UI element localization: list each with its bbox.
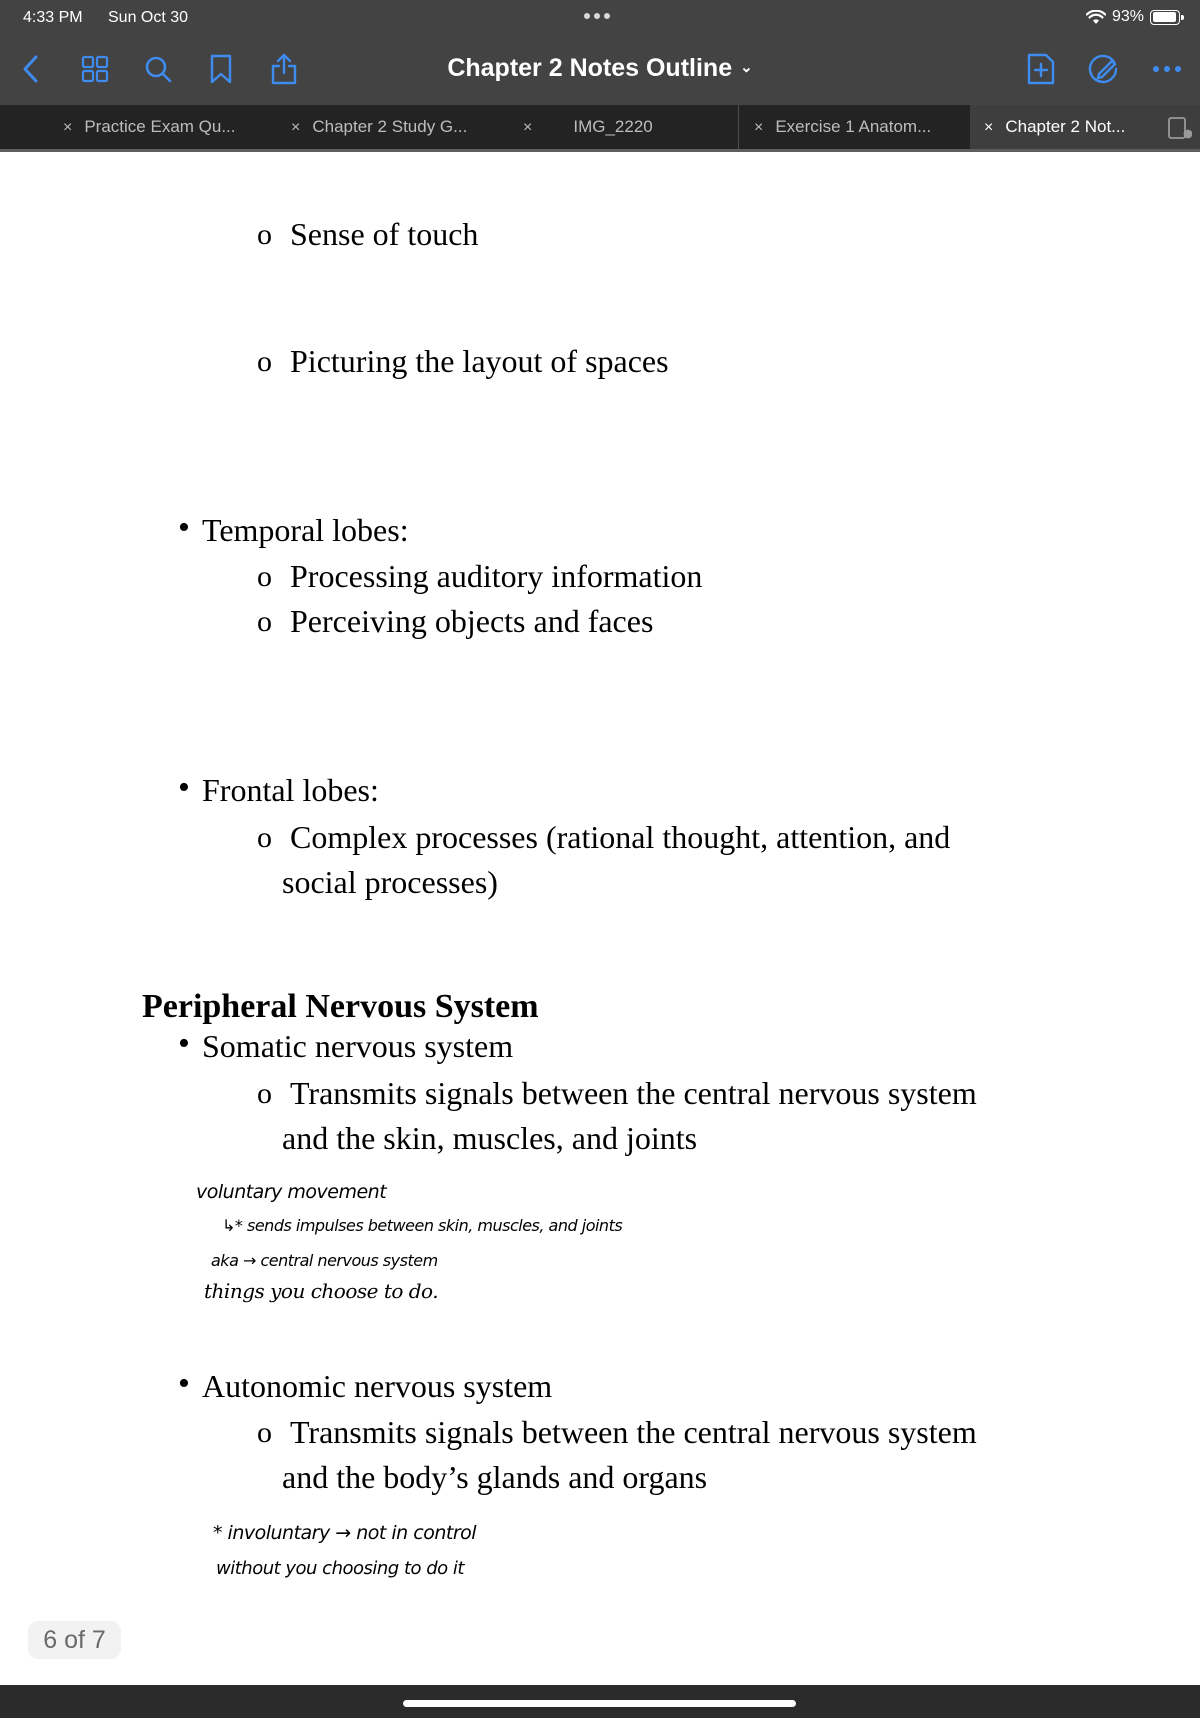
tab-practice-exam[interactable] <box>63 105 236 149</box>
tab-divider <box>738 105 739 149</box>
status-time: 4:33 PM <box>23 9 83 26</box>
tab-label: Practice Exam Qu... <box>84 117 236 136</box>
status-date: Sun Oct 30 <box>108 9 189 26</box>
tab-label: Chapter 2 Study G... <box>312 117 468 136</box>
outline-item <box>178 769 379 809</box>
circle-bullet: o <box>257 1416 272 1449</box>
outline-text: Frontal lobes: <box>202 772 379 808</box>
outline-item <box>178 1025 514 1065</box>
outline-text: Transmits signals between the central nervous system <box>290 1075 977 1111</box>
handwritten-note: without you choosing to do it <box>216 1558 464 1579</box>
tab-label: Exercise 1 Anatom... <box>775 117 932 136</box>
outline-text: Autonomic nervous system <box>202 1368 553 1404</box>
tab-label: IMG_2220 <box>573 117 653 136</box>
bullet: • <box>178 1025 190 1062</box>
circle-bullet: o <box>257 218 272 251</box>
home-indicator[interactable] <box>403 1700 796 1707</box>
tab-close-icon[interactable]: × <box>984 119 994 136</box>
circle-bullet: o <box>257 605 272 638</box>
bullet: • <box>178 509 190 546</box>
circle-bullet: o <box>257 345 272 378</box>
outline-continuation: social processes) <box>282 864 498 900</box>
tab-label: Chapter 2 Not... <box>1005 117 1126 136</box>
split-view-icon[interactable] <box>1168 117 1192 139</box>
circle-bullet: o <box>257 560 272 593</box>
circle-bullet: o <box>257 821 272 854</box>
multitasking-dots-icon[interactable] <box>584 13 610 19</box>
battery-percent: 93% <box>1111 8 1144 25</box>
tab-close-icon[interactable]: × <box>63 119 73 136</box>
tab-close-icon[interactable]: × <box>754 119 764 136</box>
tab-chapter-2-notes[interactable] <box>970 105 1200 149</box>
outline-text: Temporal lobes: <box>202 512 409 548</box>
chevron-down-icon: ⌄ <box>740 59 753 76</box>
outline-subitem <box>257 1414 977 1451</box>
document-title: Chapter 2 Notes Outline <box>447 54 733 82</box>
tab-exercise-1[interactable] <box>754 105 931 149</box>
outline-subitem <box>257 343 669 380</box>
more-icon[interactable] <box>1148 50 1186 88</box>
page-indicator: 6 of 7 <box>28 1621 121 1659</box>
document-title-dropdown[interactable] <box>0 54 1200 83</box>
outline-subitem <box>257 558 703 595</box>
document-page[interactable] <box>0 155 1200 1685</box>
outline-item <box>178 1365 553 1405</box>
home-bar <box>0 1685 1200 1718</box>
toolbar <box>0 44 1200 96</box>
outline-text: Sense of touch <box>290 216 479 252</box>
outline-subitem <box>257 1075 977 1112</box>
outline-text: Complex processes (rational thought, attention, and <box>290 819 951 855</box>
outline-text: Somatic nervous system <box>202 1028 514 1064</box>
handwritten-note: voluntary movement <box>196 1181 387 1203</box>
top-chrome <box>0 0 1200 105</box>
tab-chapter-2-study-guide[interactable] <box>291 105 467 149</box>
outline-continuation: and the body’s glands and organs <box>282 1459 708 1495</box>
battery-icon <box>1150 10 1180 25</box>
bullet: • <box>178 1365 190 1402</box>
add-page-icon[interactable] <box>1022 50 1060 88</box>
handwritten-note: aka → central nervous system <box>211 1251 438 1270</box>
outline-subitem <box>257 603 654 640</box>
handwritten-note: * involuntary → not in control <box>213 1522 477 1544</box>
handwritten-note: ↳* sends impulses between skin, muscles, and joints <box>222 1216 623 1235</box>
outline-subitem <box>257 819 951 856</box>
annotate-icon[interactable] <box>1085 50 1123 88</box>
outline-text: Processing auditory information <box>290 558 703 594</box>
status-bar <box>0 0 1200 36</box>
tab-bar <box>0 105 1200 152</box>
tab-close-icon[interactable]: × <box>523 119 533 136</box>
outline-text: Perceiving objects and faces <box>290 603 654 639</box>
wifi-icon <box>1086 10 1106 25</box>
outline-item <box>178 509 409 549</box>
outline-subitem <box>257 216 479 253</box>
handwritten-note: things you choose to do. <box>204 1279 439 1303</box>
section-heading: Peripheral Nervous System <box>142 988 539 1025</box>
tab-close-icon[interactable]: × <box>291 119 301 136</box>
outline-text: Transmits signals between the central nervous system <box>290 1414 977 1450</box>
status-right <box>1086 8 1180 26</box>
bullet: • <box>178 769 190 806</box>
circle-bullet: o <box>257 1077 272 1110</box>
tab-img-2220[interactable] <box>523 105 653 149</box>
outline-text: Picturing the layout of spaces <box>290 343 669 379</box>
outline-continuation: and the skin, muscles, and joints <box>282 1120 698 1156</box>
